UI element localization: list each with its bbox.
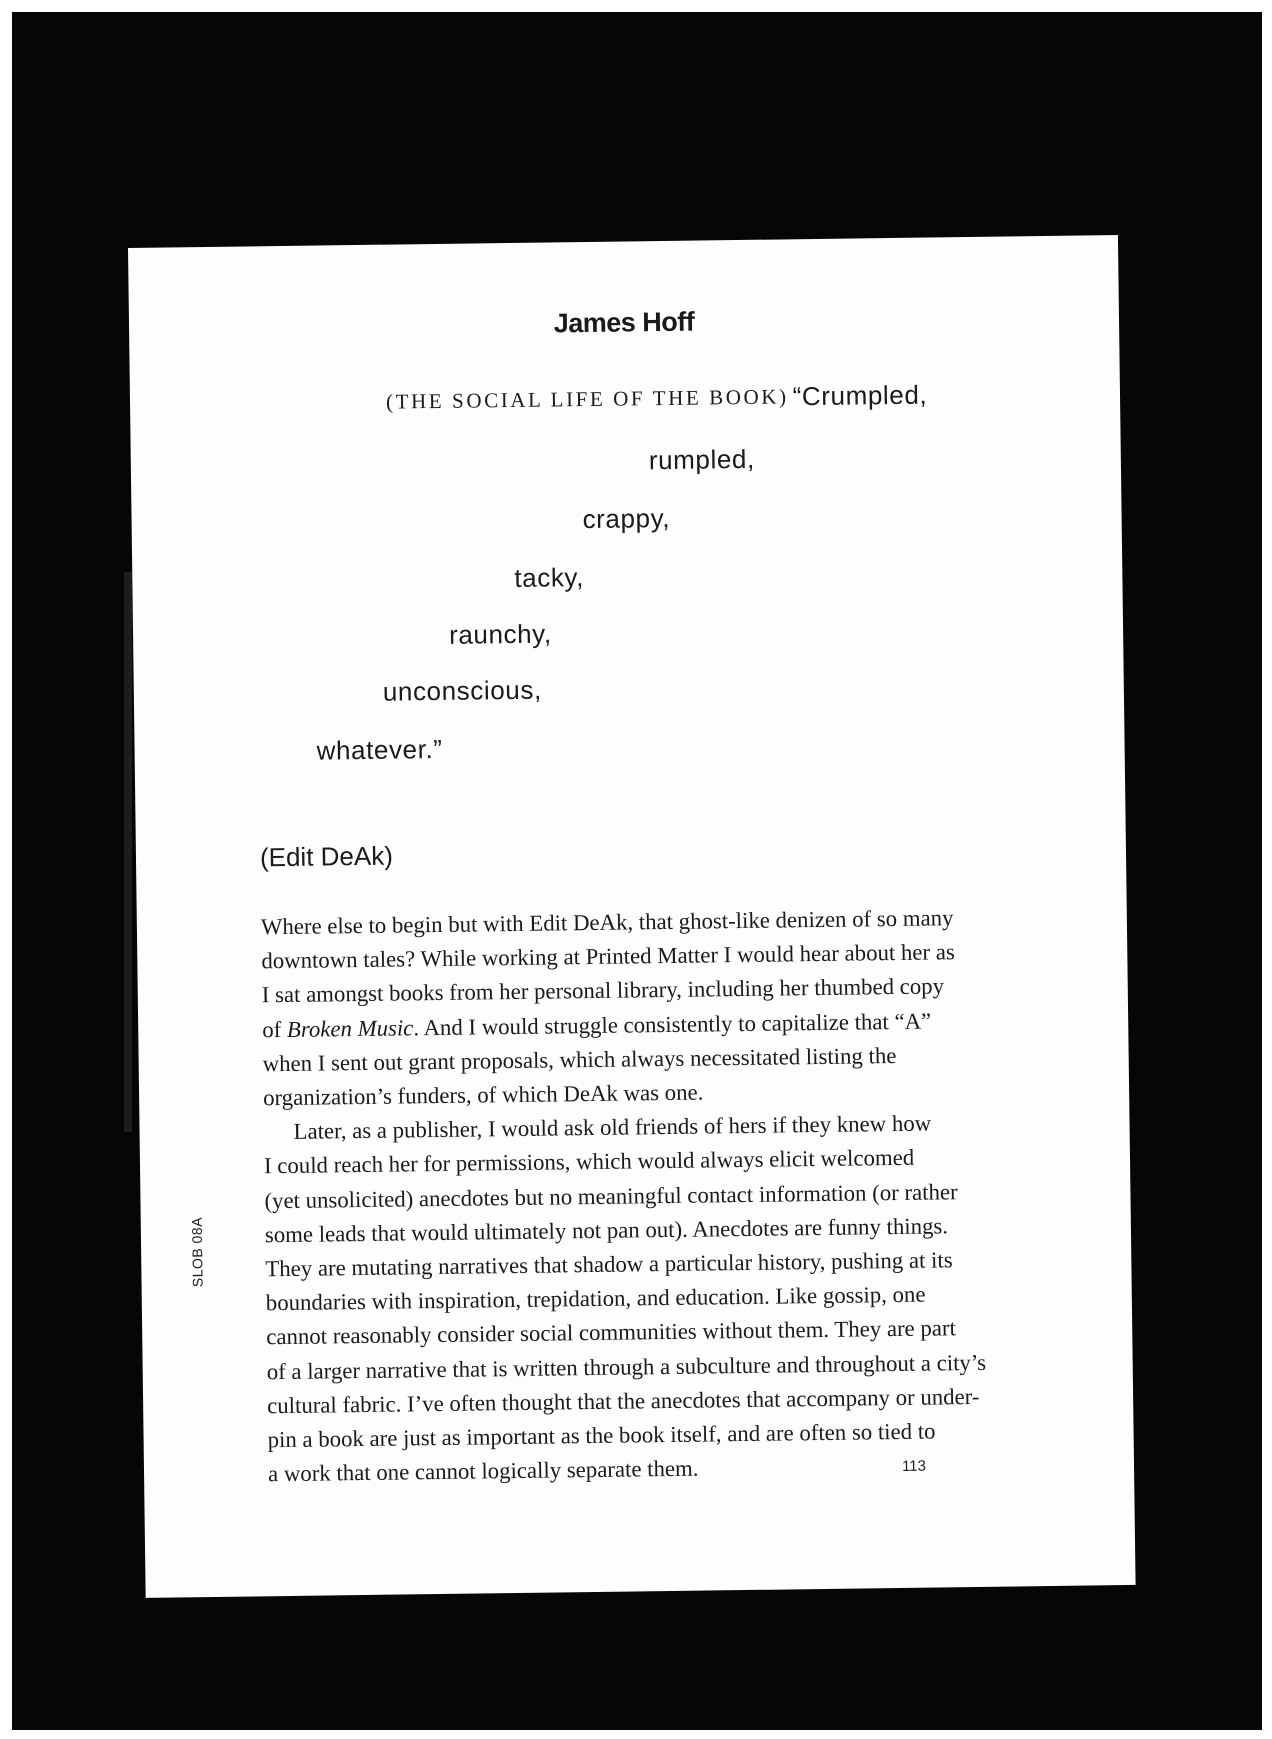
book-page [128, 235, 1136, 1598]
book-title-italic: Broken Music [286, 1014, 414, 1042]
paragraph-2 [263, 1106, 987, 1491]
quote-line-2: rumpled, [648, 443, 755, 476]
quote-line-3: crappy, [582, 502, 671, 535]
body-line: downtown tales? While working at Printed Matter I would hear about her as [261, 939, 955, 974]
quote-attribution: (Edit DeAk) [259, 840, 394, 873]
body-line: Later, as a publisher, I would ask old friends of hers if they knew how [293, 1110, 932, 1145]
title-line [386, 380, 928, 418]
body-line: Where else to begin but with Edit DeAk, that ghost-like denizen of so many [260, 905, 954, 940]
body-line: I sat amongst books from her personal library, including her thumbed copy [261, 973, 945, 1008]
body-line: a work that one cannot logically separate them. [267, 1455, 699, 1487]
essay-title: (THE SOCIAL LIFE OF THE BOOK) [385, 384, 789, 414]
body-text [260, 901, 987, 1491]
body-line: cultural fabric. I’ve often thought that the anecdotes that accompany or under- [267, 1383, 980, 1419]
book-spine-edge [124, 572, 132, 1132]
quote-line-1: “Crumpled, [792, 379, 928, 412]
photo-background [12, 12, 1262, 1730]
body-line: I could reach her for permissions, which would always elicit welcomed [263, 1145, 915, 1179]
quote-line-6: unconscious, [382, 674, 542, 707]
body-line-suffix: . And I would struggle consistently to capitalize that “A” [413, 1008, 932, 1040]
body-line: some leads that would ultimately not pan out). Anecdotes are funny things. [264, 1213, 949, 1248]
quote-line-4: tacky, [514, 562, 585, 593]
side-label: SLOB 08A [188, 1216, 206, 1288]
quote-line-5: raunchy, [448, 618, 552, 650]
body-line-prefix: of [262, 1016, 288, 1042]
quote-line-7: whatever.” [316, 733, 443, 766]
paragraph-1 [261, 901, 954, 1115]
body-line: organization’s funders, of which DeAk was one. [262, 1079, 704, 1111]
page-number: 113 [901, 1457, 927, 1475]
body-line: when I sent out grant proposals, which always necessitated listing the [262, 1042, 897, 1077]
author-name: James Hoff [553, 306, 695, 339]
body-line: cannot reasonably consider social communities without them. They are part [266, 1315, 956, 1350]
body-line: boundaries with inspiration, trepidation, and education. Like gossip, one [265, 1281, 926, 1316]
body-line: (yet unsolicited) anecdotes but no meaningful contact information (or rather [264, 1178, 958, 1213]
body-line: of a larger narrative that is written through a subculture and throughout a city’s [266, 1349, 987, 1384]
body-line: pin a book are just as important as the book itself, and are often so tied to [267, 1418, 936, 1453]
body-line: They are mutating narratives that shadow a particular history, pushing at its [265, 1247, 953, 1282]
